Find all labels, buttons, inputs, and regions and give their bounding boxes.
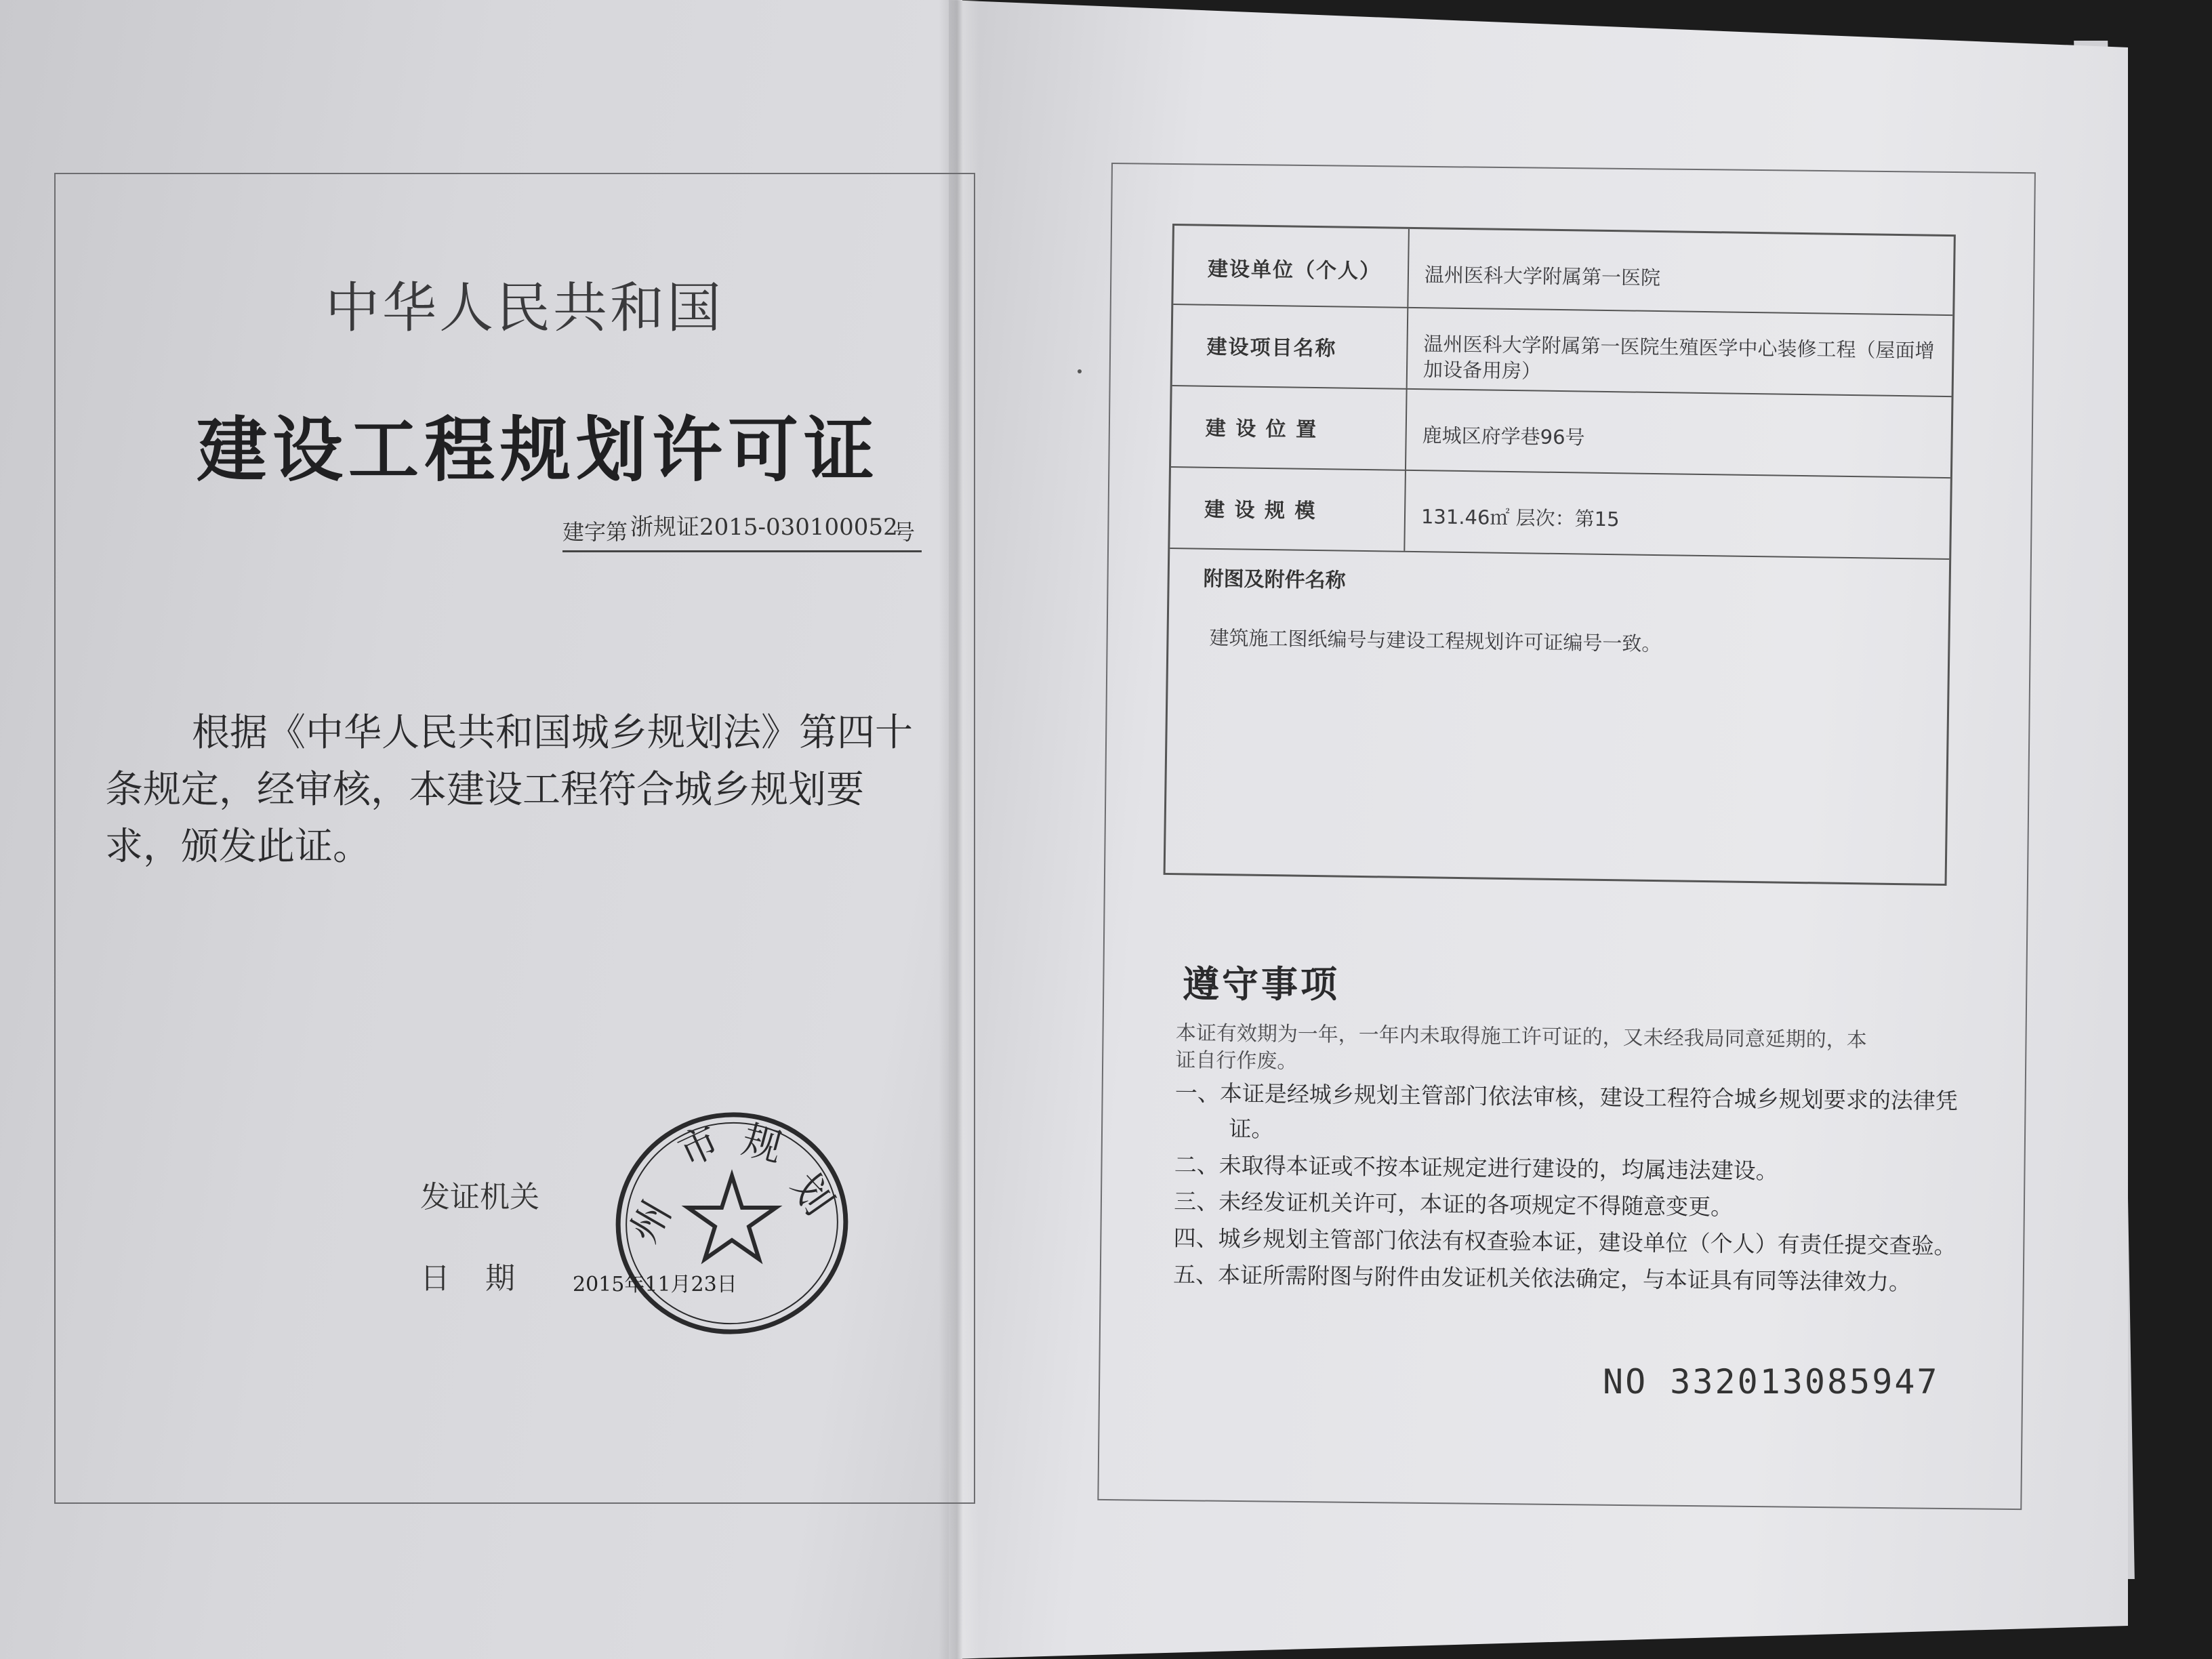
certificate-title: 建设工程规划许可证 bbox=[197, 409, 880, 491]
row-value: 温州医科大学附属第一医院 bbox=[1424, 263, 1661, 290]
row-label: 建设项目名称 bbox=[1206, 335, 1337, 361]
row-value: 鹿城区府学巷96号 bbox=[1422, 424, 1585, 449]
country-name: 中华人民共和国 bbox=[325, 276, 724, 340]
table-row bbox=[1173, 226, 1954, 316]
validity-note: 本证有效期为一年，一年内未取得施工许可证的，又未经我局同意延期的，本证自行作废。 bbox=[1175, 1021, 1867, 1073]
row-label: 建 设 规 模 bbox=[1204, 497, 1317, 524]
date-label: 日期 bbox=[420, 1261, 550, 1296]
column-divider bbox=[1404, 470, 1406, 551]
notice-title: 遵守事项 bbox=[1183, 963, 1340, 1006]
notice-item: 四、城乡规划主管部门依法有权查验本证，建设单位（个人）有责任提交查验。 bbox=[1173, 1224, 1957, 1260]
notice-item: 一、本证是经城乡规划主管部门依法审核，建设工程符合城乡规划要求的法律凭证。 bbox=[1174, 1079, 1959, 1143]
project-info-table bbox=[1164, 224, 1956, 886]
number-value: 浙规证2015-030100052 bbox=[630, 514, 898, 541]
column-divider bbox=[1407, 229, 1410, 307]
issuer-label: 发证机关 bbox=[420, 1180, 539, 1214]
column-divider bbox=[1405, 388, 1408, 470]
table-row bbox=[1171, 385, 1952, 478]
ink-dot bbox=[1078, 369, 1082, 373]
seal-char: 州 bbox=[620, 1193, 680, 1250]
seal-char: 划 bbox=[781, 1164, 842, 1223]
table-row bbox=[1172, 304, 1953, 397]
attachments-label: 附图及附件名称 bbox=[1203, 567, 1346, 593]
column-divider bbox=[1406, 307, 1409, 388]
number-suffix: 号 bbox=[893, 519, 915, 545]
notice-item: 五、本证所需附图与附件由发证机关依法确定，与本证具有同等法律效力。 bbox=[1172, 1261, 1912, 1296]
attachments-value: 建筑施工图纸编号与建设工程规划许可证编号一致。 bbox=[1209, 626, 1662, 656]
row-label: 建设单位（个人） bbox=[1207, 257, 1382, 284]
notice-item: 三、未经发证机关许可，本证的各项规定不得随意变更。 bbox=[1173, 1187, 1734, 1221]
table-row bbox=[1170, 466, 1950, 560]
seal-char: 市 bbox=[671, 1117, 726, 1176]
notice-list bbox=[1173, 1020, 1989, 1301]
seal-char: 规 bbox=[737, 1116, 787, 1171]
notice-item: 二、未取得本证或不按本证规定进行建设的，均属违法建设。 bbox=[1174, 1151, 1778, 1185]
row-value: 温州医科大学附属第一医院生殖医学中心装修工程（屋面增加设备用房） bbox=[1422, 332, 1935, 383]
row-label: 建 设 位 置 bbox=[1205, 416, 1318, 443]
row-value: 131.46㎡ 层次：第15 bbox=[1420, 505, 1620, 531]
issue-date: 2015年11月23日 bbox=[573, 1273, 737, 1296]
number-prefix: 建字第 bbox=[562, 519, 628, 545]
legal-basis-text: 根据《中华人民共和国城乡规划法》第四十条规定，经审核，本建设工程符合城乡规划要求，颁发此证。 bbox=[105, 711, 913, 869]
serial-number: NO 332013085947 bbox=[1603, 1362, 1940, 1401]
